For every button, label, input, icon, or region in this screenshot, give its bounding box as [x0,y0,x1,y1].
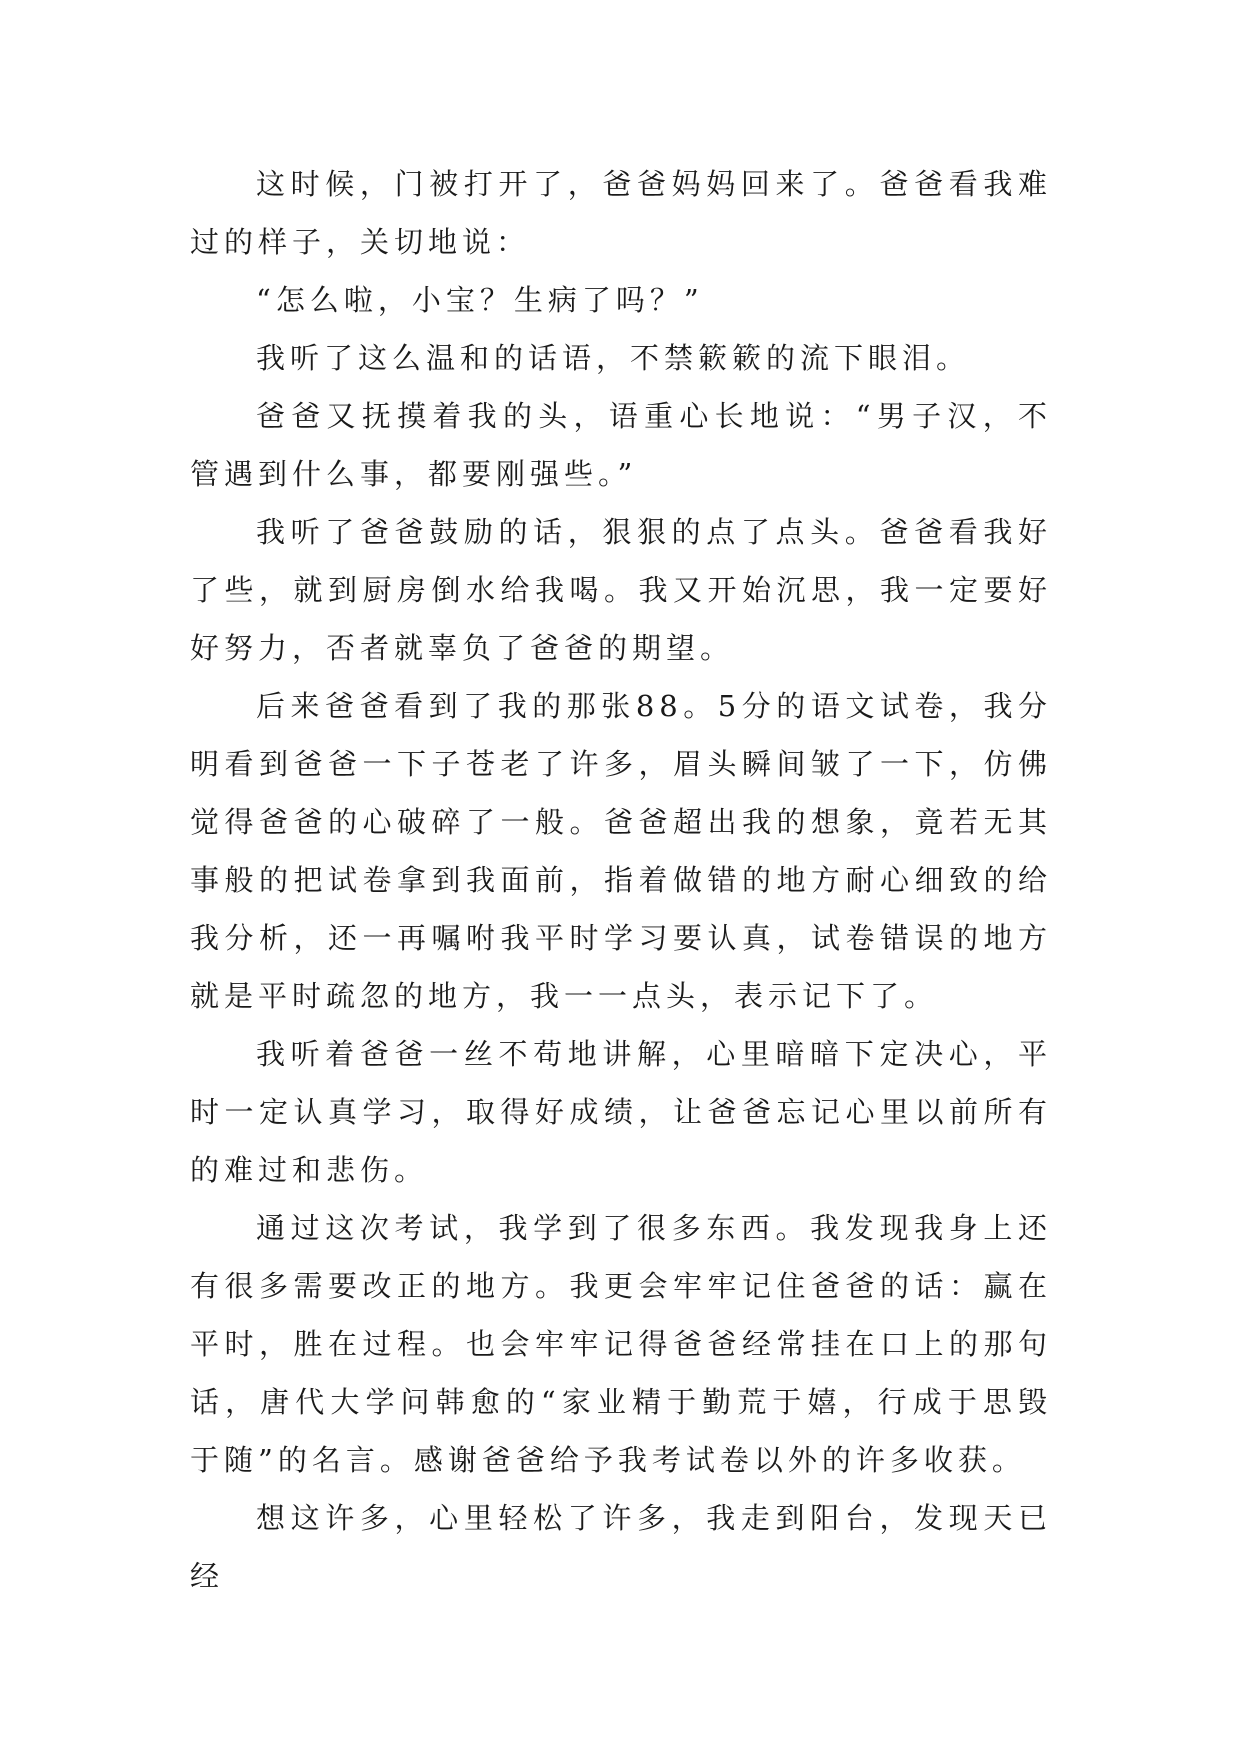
paragraph-4: 爸爸又抚摸着我的头，语重心长地说：“男子汉，不管遇到什么事，都要刚强些。” [190,399,1052,491]
paragraph-5: 我听了爸爸鼓励的话，狠狠的点了点头。爸爸看我好了些，就到厨房倒水给我喝。我又开始沉思，我一定要好好努力，否者就辜负了爸爸的期望。 [190,515,1052,665]
paragraph-7: 我听着爸爸一丝不苟地讲解，心里暗暗下定决心，平时一定认真学习，取得好成绩，让爸爸忘记心里以前所有的难过和悲伤。 [190,1037,1052,1187]
paragraph-8: 通过这次考试，我学到了很多东西。我发现我身上还有很多需要改正的地方。我更会牢牢记住爸爸的话：赢在平时，胜在过程。也会牢牢记得爸爸经常挂在口上的那句话，唐代大学问韩愈的“家业精于勤荒于嬉，行成于思毁于随”的名言。感谢爸爸给予我考试卷以外的许多收获。 [190,1211,1052,1477]
paragraph-3: 我听了这么温和的话语，不禁簌簌的流下眼泪。 [256,341,971,375]
paragraph-9: 想这许多，心里轻松了许多，我走到阳台，发现天已经 [190,1501,1052,1593]
paragraph-2: “怎么啦，小宝？生病了吗？” [256,283,704,317]
paragraph-6: 后来爸爸看到了我的那张88。5分的语文试卷，我分明看到爸爸一下子苍老了许多，眉头瞬间皱了一下，仿佛觉得爸爸的心破碎了一般。爸爸超出我的想象，竟若无其事般的把试卷拿到我面前，指着做错的地方耐心细致的给我分析，还一再嘱咐我平时学习要认真，试卷错误的地方就是平时疏忽的地方，我一一点头，表示记下了。 [190,689,1052,1013]
document-body [190,155,1052,1605]
paragraph-1: 这时候，门被打开了，爸爸妈妈回来了。爸爸看我难过的样子，关切地说： [190,167,1052,259]
